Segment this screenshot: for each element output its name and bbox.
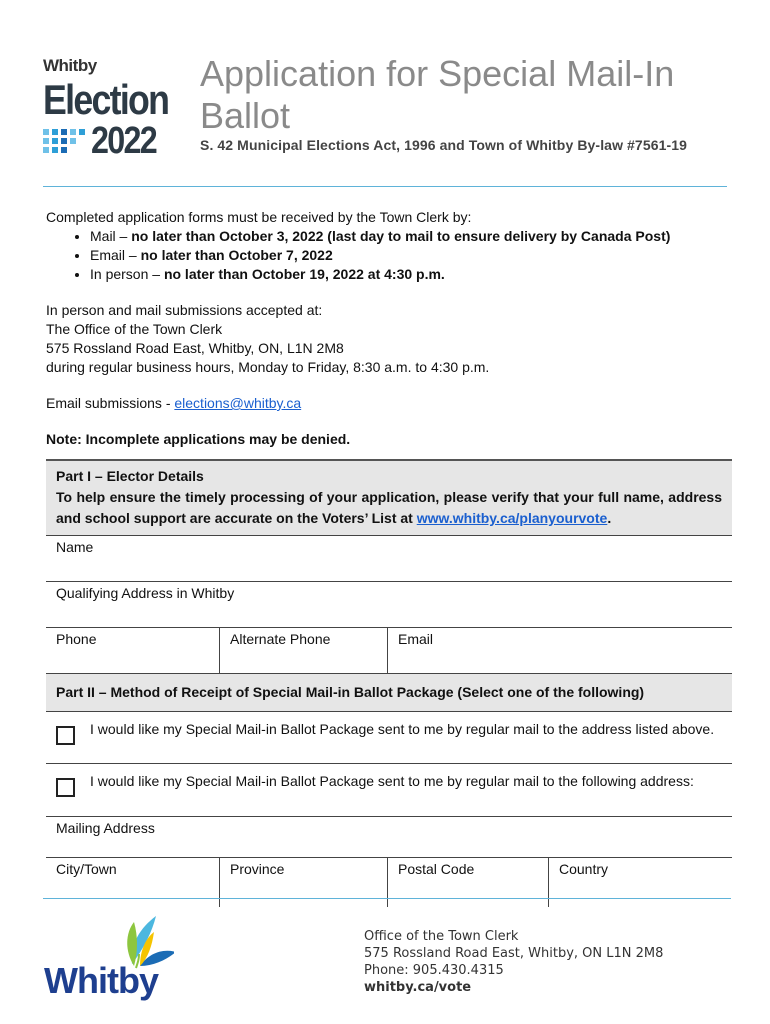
option-address-above-text: I would like my Special Mail-in Ballot Package sent to me by regular mail to the address listed above.: [90, 721, 715, 737]
logo-dot: [61, 129, 67, 135]
deadline-item-in-person: • In person – no later than October 19, 2022 at 4:30 p.m.: [90, 265, 736, 284]
part2-header: [46, 674, 732, 712]
city-field[interactable]: City/Town: [46, 858, 220, 907]
email-field[interactable]: Email: [398, 631, 434, 647]
logo-election-text: Election: [43, 76, 169, 123]
logo-dot: [70, 138, 76, 144]
logo-dot: [52, 138, 58, 144]
logo-dot: [79, 138, 85, 144]
logo-dot: [43, 147, 49, 153]
address-above-checkbox[interactable]: [56, 726, 75, 745]
option-following-address-text: I would like my Special Mail-in Ballot Package sent to me by regular mail to the following address:: [90, 773, 694, 789]
logo-dot: [70, 129, 76, 135]
footer-phone: Phone: 905.430.4315: [364, 963, 504, 978]
mailing-address-field[interactable]: [46, 816, 732, 858]
submission-office: The Office of the Town Clerk: [46, 321, 223, 337]
footer-office: Office of the Town Clerk: [364, 929, 519, 944]
footer-address: 575 Rossland Road East, Whitby, ON L1N 2M8: [364, 946, 664, 961]
logo-year-text: 2022: [91, 120, 157, 162]
part2-title: Part II – Method of Receipt of Special Mail-in Ballot Package (Select one of the following): [56, 684, 645, 700]
submission-heading: In person and mail submissions accepted at:: [46, 302, 323, 318]
part1-title: Part I – Elector Details: [56, 468, 204, 484]
election-logo: [43, 56, 175, 160]
footer-website-link[interactable]: whitby.ca/vote: [364, 980, 472, 995]
logo-dot: [79, 147, 85, 153]
logo-dot: [52, 129, 58, 135]
postal-code-field[interactable]: Postal Code: [388, 858, 549, 907]
footer-brand: Whitby: [44, 960, 158, 1001]
logo-town-text: Whitby: [43, 56, 97, 75]
name-label: Name: [56, 539, 94, 555]
application-form: [46, 459, 732, 907]
part1-header: [46, 461, 732, 536]
phone-field[interactable]: Phone: [46, 628, 220, 673]
logo-dot: [61, 147, 67, 153]
logo-dot: [43, 129, 49, 135]
logo-dots-icon: [43, 129, 85, 153]
deadline-intro: Completed application forms must be received by the Town Clerk by:: [46, 209, 472, 225]
deadline-item-email: • Email – no later than October 7, 2022: [90, 246, 736, 265]
logo-dot: [61, 138, 67, 144]
option-address-above: [46, 712, 732, 764]
following-address-checkbox[interactable]: [56, 778, 75, 797]
voters-list-link[interactable]: www.whitby.ca/planyourvote: [416, 510, 608, 526]
page-subtitle: S. 42 Municipal Elections Act, 1996 and Town of Whitby By-law #7561-19: [200, 137, 688, 153]
province-field[interactable]: Province: [220, 858, 388, 907]
instructions: [46, 208, 736, 449]
logo-dot: [43, 138, 49, 144]
deadline-item-mail: • Mail – no later than October 3, 2022 (last day to mail to ensure delivery by Canada Post): [90, 227, 736, 246]
contact-row: [46, 628, 732, 674]
mailing-address-label: Mailing Address: [56, 820, 155, 836]
option-following-address: [46, 764, 732, 816]
email-link[interactable]: elections@whitby.ca: [174, 395, 302, 411]
deadline-list: [46, 227, 736, 284]
header-divider: [43, 186, 727, 187]
country-field[interactable]: Country: [559, 861, 609, 877]
incomplete-note: Note: Incomplete applications may be denied.: [46, 431, 351, 447]
submission-address: 575 Rossland Road East, Whitby, ON, L1N 2M8: [46, 340, 344, 356]
qualifying-address-label: Qualifying Address in Whitby: [56, 585, 235, 601]
email-submissions: Email submissions - elections@whitby.ca: [46, 395, 302, 411]
part1-instruction: To help ensure the timely processing of your application, please verify that your full name, address and school support are accurate on the Voters’ List at www.whitby.ca/planyourvote.: [56, 489, 722, 526]
name-field[interactable]: [46, 536, 732, 582]
footer-contact: [364, 928, 663, 996]
logo-dot: [52, 147, 58, 153]
alternate-phone-field[interactable]: Alternate Phone: [220, 628, 388, 673]
logo-dot: [70, 147, 76, 153]
logo-dot: [79, 129, 85, 135]
page-title: Application for Special Mail-In Ballot: [200, 53, 675, 136]
location-row: [46, 858, 732, 907]
submission-hours: during regular business hours, Monday to Friday, 8:30 a.m. to 4:30 p.m.: [46, 359, 490, 375]
footer-divider: [43, 898, 731, 899]
qualifying-address-field[interactable]: [46, 582, 732, 628]
